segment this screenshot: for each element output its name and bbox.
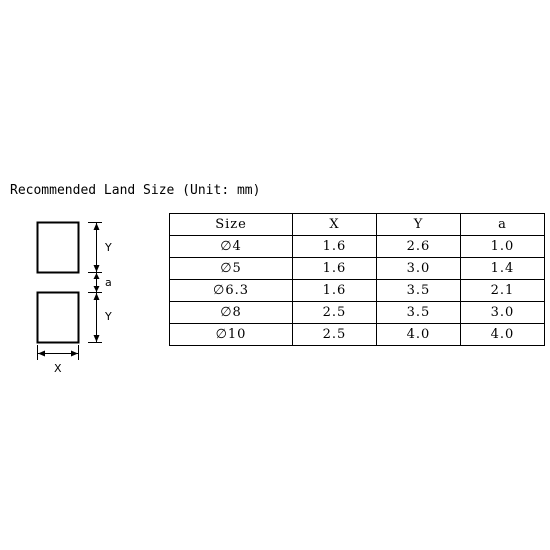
cell-y: 4.0 xyxy=(377,324,461,346)
dimension-label-y-bottom: Y xyxy=(105,310,112,323)
page-title: Recommended Land Size (Unit: mm) xyxy=(10,183,261,198)
cell-a: 4.0 xyxy=(461,324,545,346)
cell-size: ∅4 xyxy=(170,236,293,258)
cell-y: 3.0 xyxy=(377,258,461,280)
cell-x: 1.6 xyxy=(293,258,377,280)
table-row xyxy=(170,302,545,324)
column-header-x: X xyxy=(293,214,377,236)
cell-a: 3.0 xyxy=(461,302,545,324)
cell-size: ∅8 xyxy=(170,302,293,324)
column-header-y: Y xyxy=(377,214,461,236)
vertical-dimension-lines xyxy=(88,222,102,343)
cell-size: ∅5 xyxy=(170,258,293,280)
cell-a: 1.0 xyxy=(461,236,545,258)
column-header-size: Size xyxy=(170,214,293,236)
table-row xyxy=(170,258,545,280)
table-row xyxy=(170,236,545,258)
cell-a: 1.4 xyxy=(461,258,545,280)
cell-x: 1.6 xyxy=(293,236,377,258)
cell-size: ∅6.3 xyxy=(170,280,293,302)
dimension-label-a: a xyxy=(105,276,112,289)
top-pad xyxy=(38,223,79,273)
bottom-pad xyxy=(38,293,79,343)
table-row xyxy=(170,280,545,302)
land-size-table xyxy=(169,213,545,346)
cell-x: 2.5 xyxy=(293,302,377,324)
cell-x: 1.6 xyxy=(293,280,377,302)
cell-y: 3.5 xyxy=(377,280,461,302)
cell-a: 2.1 xyxy=(461,280,545,302)
cell-size: ∅10 xyxy=(170,324,293,346)
dimension-label-y-top: Y xyxy=(105,241,112,254)
cell-y: 3.5 xyxy=(377,302,461,324)
cell-x: 2.5 xyxy=(293,324,377,346)
dimension-label-x: X xyxy=(54,362,62,375)
cell-y: 2.6 xyxy=(377,236,461,258)
table-row xyxy=(170,324,545,346)
column-header-a: a xyxy=(461,214,545,236)
table-header-row xyxy=(170,214,545,236)
